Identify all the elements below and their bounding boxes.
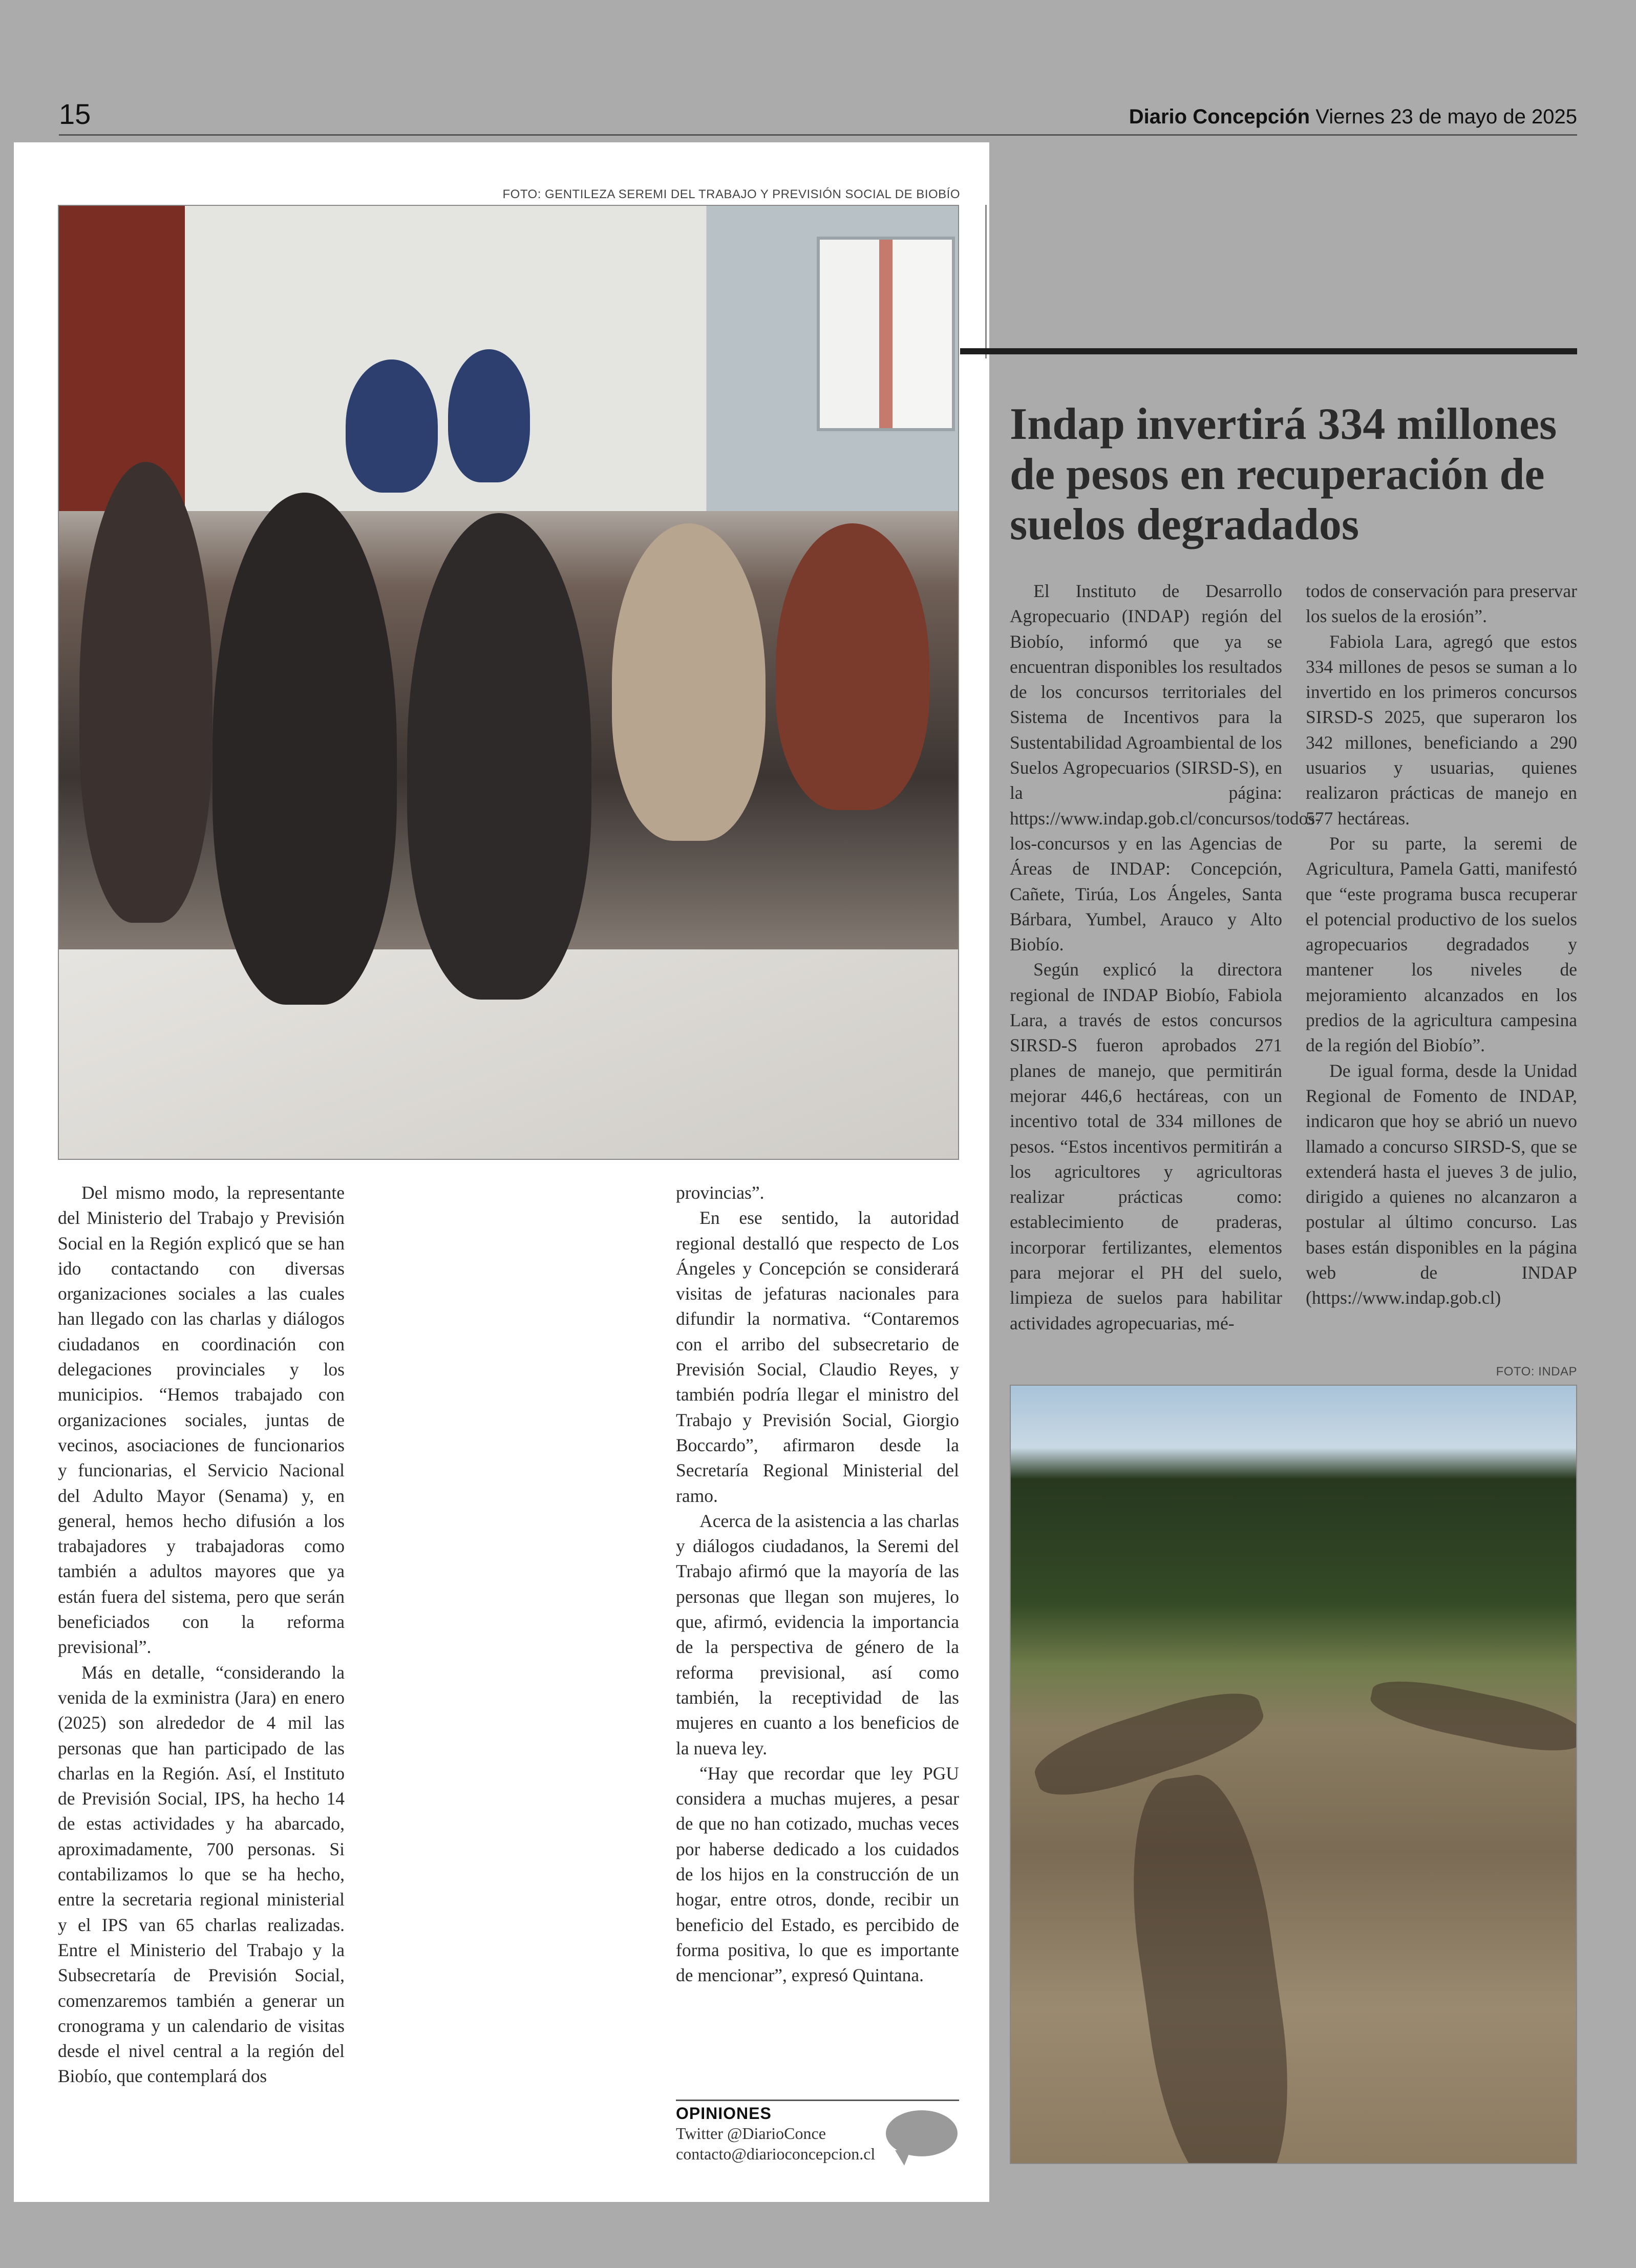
paragraph: Del mismo modo, la representante del Ministerio del Trabajo y Previsión Social en la Región explicó que se han ido contactando con diversas organizaciones sociales a las cuales han llegado con las charlas y diálogos ciudadanos en coordinación con delegaciones provinciales y los municipios. “Hemos trabajado con organizaciones sociales, juntas de vecinos, asociaciones de funcionarios y funcionarias, el Servicio Nacional del Adulto Mayor (Senama) y, en general, hemos hecho difusión a los trabajadores y trabajadoras como también a adultos mayores que ya están fuera del sistema, pero que serán beneficiados con la reforma previsional”. xyxy=(58,1182,345,1658)
paragraph: Fabiola Lara, agregó que estos 334 millones de pesos se suman a lo invertido en los primeros concursos SIRSD-S 2025, que superaron los 342 millones, beneficiando a 290 usuarios y usuarias, quienes realizaron prácticas de manejo en 577 hectáreas. xyxy=(1306,631,1577,829)
page-number: 15 xyxy=(59,98,91,130)
paragraph: Por su parte, la seremi de Agricultura, Pamela Gatti, manifestó que “este programa busca recuperar el potencial productivo de los suelos agropecuarios degradados y mantener los niveles de mejoramiento alcanzados en los predios de la agricultura campesina de la región del Biobío”. xyxy=(1306,833,1577,1056)
publication-date: Viernes 23 de mayo de 2025 xyxy=(1315,105,1577,128)
photo-person xyxy=(407,513,591,1000)
opinions-box xyxy=(676,2100,959,2166)
paragraph: El Instituto de Desarrollo Agropecuario (INDAP) región del Biobío, informó que ya se encuentran disponibles los resultados de los concursos territoriales del Sistema de Incentivos para la Sustentabilidad Agroambiental de los Suelos Agropecuarios (SIRSD-S), en la página: https://www.indap.gob.cl/concursos/todos-los-concursos y en las Agencias de Áreas de INDAP: Concepción, Cañete, Tirúa, Los Ángeles, Santa Bárbara, Yumbel, Arauco y Alto Biobío. xyxy=(1010,581,1322,955)
photo-person xyxy=(612,523,766,841)
photo-person xyxy=(776,523,929,810)
photo-credit-field: FOTO: INDAP xyxy=(1496,1365,1577,1379)
contact-email[interactable]: contacto@diarioconcepcion.cl xyxy=(676,2145,876,2163)
photo-window xyxy=(817,237,955,431)
column-divider xyxy=(985,205,987,358)
field-photo xyxy=(1010,1385,1577,2164)
audience-photo xyxy=(58,205,959,1160)
photo-person xyxy=(448,349,530,482)
paragraph: “Hay que recordar que ley PGU considera a muchas mujeres, a pesar de que no han cotizado, muchas veces por haberse dedicado a los cuidados de los hijos en la construcción de un hogar, entre otros, donde, recibir un beneficio del Estado, es percibido de forma positiva, lo que es importante de mencionar”, expresó Quintana. xyxy=(676,1763,959,1986)
photo-furrow xyxy=(1028,1679,1271,1810)
photo-furrow xyxy=(1367,1671,1577,1761)
speech-bubble-icon xyxy=(886,2110,958,2156)
paragraph: Más en detalle, “considerando la venida de la exministra (Jara) en enero (2025) son alrededor de 4 mil las personas que han participado de las charlas en la Región. Así, el Instituto de Previsión Social, IPS, ha hecho 14 de estas actividades y ha abarcado, aproximadamente, 700 personas. Si contabilizamos lo que se ha hecho, entre la secretaria regional ministerial y el IPS van 65 charlas realizadas. Entre el Ministerio del Trabajo y la Subsecretaría de Previsión Social, comenzaremos también a generar un cronograma y un calendario de visitas desde el nivel central a la región del Biobío, que contemplará dos xyxy=(58,1662,345,2087)
paragraph: todos de conservación para preservar los suelos de la erosión”. xyxy=(1306,581,1577,627)
paragraph: Acerca de la asistencia a las charlas y diálogos ciudadanos, la Seremi del Trabajo afirmó que la mayoría de las personas que llegan son mujeres, lo que, afirmó, evidencia la importancia de la perspectiva de género de la reforma previsional, así como también, la receptividad de las mujeres en cuanto a los beneficios de la nueva ley. xyxy=(676,1510,959,1758)
paragraph: De igual forma, desde la Unidad Regional de Fomento de INDAP, indicaron que hoy se abrió un nuevo llamado a concurso SIRSD-S, que se extenderá hasta el jueves 3 de julio, dirigido a quienes no alcanzaron a postular al último concurso. Las bases están disponibles en la página web de INDAP (https://www.indap.gob.cl) xyxy=(1306,1060,1577,1308)
masthead xyxy=(1129,105,1577,129)
paragraph: Según explicó la directora regional de INDAP Biobío, Fabiola Lara, a través de estos concursos SIRSD-S fueron aprobados 271 planes de manejo, que permitirán mejorar 446,6 hectáreas, con un incentivo total de 334 millones de pesos. “Estos incentivos permitirán a los agricultores y agricultoras realizar prácticas como: establecimiento de praderas, incorporar fertilizantes, elementos para mejorar el PH del suelo, limpieza de suelos para habilitar actividades agropecuarias, mé- xyxy=(1010,959,1282,1333)
main-article-column-1 xyxy=(58,1180,345,2089)
twitter-handle[interactable]: Twitter @DiarioConce xyxy=(676,2124,826,2143)
photo-credit-audience: FOTO: GENTILEZA SEREMI DEL TRABAJO Y PREVISIÓN SOCIAL DE BIOBÍO xyxy=(502,187,960,201)
indap-headline: Indap invertirá 334 millones de pesos en recuperación de suelos degradados xyxy=(1010,399,1557,549)
headline-rule xyxy=(960,348,1577,354)
photo-furrow xyxy=(1115,1768,1306,2164)
paragraph: En ese sentido, la autoridad regional destalló que respecto de Los Ángeles y Concepción se considerará visitas de jefaturas nacionales para difundir la normativa. “Contaremos con el arribo del subsecretario de Previsión Social, Claudio Reyes, y también podría llegar el ministro del Trabajo y Previsión Social, Giorgio Boccardo”, afirmaron desde la Secretaría Regional Ministerial del ramo. xyxy=(676,1207,959,1506)
indap-column-2 xyxy=(1306,579,1577,1311)
photo-person xyxy=(213,493,397,1005)
brand-name: Diario Concepción xyxy=(1129,105,1310,128)
opinions-title: OPINIONES xyxy=(676,2104,772,2123)
indap-column-1 xyxy=(1010,579,1322,1336)
paragraph: provincias”. xyxy=(676,1182,764,1203)
photo-person xyxy=(79,462,213,923)
main-article-column-2 xyxy=(676,1180,959,1988)
photo-person xyxy=(346,359,438,493)
header-rule xyxy=(59,134,1577,136)
